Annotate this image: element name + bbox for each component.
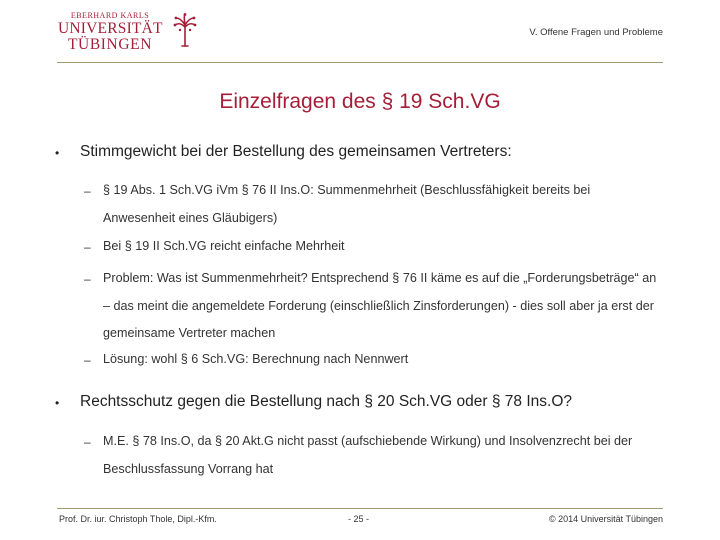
logo-wordmark	[58, 12, 162, 52]
sub-bullet-marker: –	[84, 184, 91, 198]
sub-bullet-marker: –	[84, 435, 91, 449]
page-number: - 25 -	[348, 514, 370, 524]
header-rule	[57, 62, 663, 63]
logo-line-1: EBERHARD KARLS	[70, 11, 150, 20]
sub-bullet-text: Problem: Was ist Summenmehrheit? Entsprechend § 76 II käme es auf die „Forderungsbeträge“ an – das meint die angemeldete Forderung (einschließlich Zinsforderungen) - dies soll aber ja erst der gemeinsame Vertreter machen	[103, 271, 657, 340]
sub-bullet-marker: –	[84, 272, 91, 286]
sub-bullet-text: M.E. § 78 Ins.O, da § 20 Akt.G nicht passt (aufschiebende Wirkung) und Insolvenzrecht bei der Beschlussfassung Vorrang hat	[103, 434, 633, 476]
footer-rule	[57, 508, 663, 509]
bullet-text: Stimmgewicht bei der Bestellung des gemeinsamen Vertreters:	[80, 143, 512, 160]
sub-bullet-text: § 19 Abs. 1 Sch.VG iVm § 76 II Ins.O: Summenmehrheit (Beschlussfähigkeit bereits bei Anwesenheit eines Gläubigers)	[103, 183, 591, 225]
footer-author: Prof. Dr. iur. Christoph Thole, Dipl.-Kfm.	[59, 514, 217, 524]
sub-bullet-marker: –	[84, 353, 91, 367]
logo-line-3: TÜBINGEN	[67, 35, 152, 53]
sub-bullet-text: Bei § 19 II Sch.VG reicht einfache Mehrheit	[103, 239, 345, 253]
university-logo	[58, 12, 198, 52]
palm-tree-icon	[172, 13, 198, 47]
bullet-marker: •	[55, 146, 60, 160]
slide-title: Einzelfragen des § 19 Sch.VG	[219, 90, 501, 113]
bullet-marker: •	[55, 396, 60, 410]
section-label: V. Offene Fragen und Probleme	[529, 27, 663, 38]
logo-line-2: UNIVERSITÄT	[58, 20, 163, 37]
sub-bullet-marker: –	[84, 240, 91, 254]
footer-copyright: © 2014 Universität Tübingen	[548, 514, 663, 524]
sub-bullet-text: Lösung: wohl § 6 Sch.VG: Berechnung nach Nennwert	[103, 352, 409, 366]
bullet-text: Rechtsschutz gegen die Bestellung nach § 20 Sch.VG oder § 78 Ins.O?	[80, 393, 573, 410]
